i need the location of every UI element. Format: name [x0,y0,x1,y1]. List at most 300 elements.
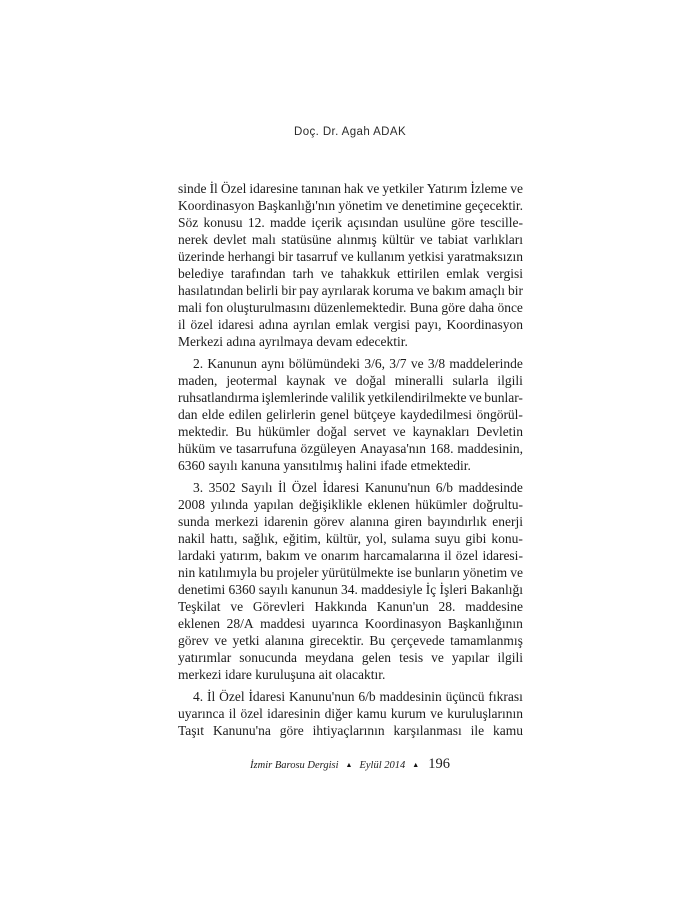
word: kültür [382,232,415,247]
word: doğal [355,373,386,388]
word: devlet [213,232,247,247]
word: uyarınca [311,616,359,631]
word: ayrılan [293,317,331,332]
word: yatırım, [219,548,263,563]
word: Özel [219,689,245,704]
word: kamu [492,723,523,738]
word: onarım [321,548,360,563]
word: İl [209,181,218,196]
footer-issue-date: Eylül 2014 [359,760,406,771]
word: denetimi [178,582,226,597]
word: emlak [446,266,480,281]
word: sağlık, [242,531,278,546]
word: gibi [465,531,487,546]
word: genel [320,407,350,422]
word: bunların [414,565,460,580]
word: kamu [356,706,387,721]
word: önce [497,300,523,315]
word: bu [259,565,274,580]
word: 168. [429,441,454,456]
word: Kanunu'nun [364,480,431,495]
paragraph [178,480,523,684]
word: tahakkuk [340,266,391,281]
word: oluşturulmasını [226,300,311,315]
text-line [178,497,523,514]
word: sayılı [258,582,288,597]
word: il [444,548,452,563]
word: yetkilendirilmekte [367,390,467,405]
word: malı [251,232,276,247]
word: tanınan [301,181,341,196]
word: 3. [193,480,204,495]
word: etmektedir. [410,458,471,473]
word: 28/A [226,616,254,631]
text-line [178,706,523,723]
word: Bu [235,424,252,439]
word: düzenlemektedir. [313,300,407,315]
word: İl [206,689,216,704]
word: idarenin [263,514,309,529]
word: 4. [193,689,204,704]
word: ve [410,356,424,371]
text-line [178,283,523,300]
word: varlıkları [473,232,523,247]
word: göre [441,300,466,315]
word: 28. [438,599,456,614]
word: maddelerinde [449,356,523,371]
word: 6360 [178,458,205,473]
word: ve [320,266,334,281]
word: Devletin [476,424,523,439]
word: nakil [178,531,205,546]
word: lardaki [178,548,216,563]
word: projeler [276,565,319,580]
word: ve [385,198,399,213]
word: ve [416,283,430,298]
word: denetimine [401,198,462,213]
word: özel [455,548,479,563]
word: tasarrufuna [235,441,297,456]
word: dan [178,407,198,422]
word: sulama [391,531,430,546]
word: eklenen [367,497,410,512]
text-line [178,616,523,633]
word: hak [344,181,364,196]
word: hükümler [415,497,468,512]
word: çerçevede [390,633,445,648]
text-line [178,514,523,531]
word: ve [510,565,523,580]
word: gelirlerin [266,407,316,422]
word: sayılı [208,458,238,473]
word: il [178,317,186,332]
word: ve [419,232,433,247]
word: hükümler [258,424,310,439]
word: mali [178,300,202,315]
word: yılında [210,497,249,512]
word: sonucunda [239,650,298,665]
text-line [178,215,523,232]
paragraph [178,689,523,740]
word: özgüleyen [300,441,356,456]
word: idaresine [249,181,299,196]
word: maddesine [465,599,523,614]
word: ve [430,706,444,721]
word: Koordinasyon [446,317,523,332]
word: elde [201,407,225,422]
word: kültür, [325,531,361,546]
word: 3502 [208,480,236,495]
text-line [178,356,523,373]
word: idaresi- [482,548,523,563]
text-line [178,633,523,650]
word: amaçlı [469,283,506,298]
text-line [178,373,523,390]
word: Yatırım [426,181,468,196]
word: maden, [178,373,218,388]
word: enerji [492,514,523,529]
word: özel [240,706,263,721]
word: bir [281,283,297,298]
word: üçüncü [445,689,485,704]
word: Kanunu'na [212,723,271,738]
text-line [178,458,523,475]
word: yol, [365,531,387,546]
text-line [178,441,523,458]
word: Başkanlığı'nın [257,198,336,213]
word: özel [190,317,213,332]
word: alanına [349,514,389,529]
text-line [178,300,523,317]
word: Buna [409,300,439,315]
footer-page-number: 196 [428,756,450,772]
word: 3/6, [364,356,385,371]
text-line [178,650,523,667]
word: mektedir. [178,424,229,439]
word: tarh [292,266,314,281]
word: yaratmaksızın [447,249,523,264]
triangle-separator-icon: ▲ [412,761,420,769]
word: yönetim [338,198,383,213]
word: konu- [491,531,523,546]
word: yatırımlar [178,650,232,665]
word: emlak [335,317,369,332]
text-line [178,531,523,548]
word: alınmış [336,232,377,247]
word: madde [270,215,307,230]
word: Başkanlığının [447,616,523,631]
triangle-separator-icon: ▲ [345,761,353,769]
text-line [178,198,523,215]
text-line [178,334,523,351]
word: ihtiyaçlarının [312,723,385,738]
word: maddesi [260,616,306,631]
word: ve [431,650,444,665]
text-line [178,548,523,565]
text-line [178,667,523,684]
word: Bu [369,633,386,648]
word: İşleri [439,582,468,597]
word: eklenen [178,616,220,631]
text-line [178,232,523,249]
text-line [178,181,523,198]
word: 12. [247,215,265,230]
word: ve [510,181,523,196]
word: kanunun [291,582,338,597]
word: yetkiler [382,181,424,196]
word: Özel [291,480,318,495]
word: il [228,706,237,721]
word: bakım [432,283,467,298]
word: pay [299,283,319,298]
word: geçecektir. [464,198,523,213]
word: Bakanlığı [470,582,523,597]
word: ve [392,424,406,439]
word: maddesinde [458,480,523,495]
word: yetki [232,633,260,648]
word: payı, [414,317,442,332]
word: nerek [178,232,208,247]
word: belediye [178,266,224,281]
word: ve [214,633,228,648]
text-line [178,407,523,424]
word: tamamlanmış [450,633,523,648]
word: eğitim, [283,531,321,546]
word: servet [353,424,386,439]
word: Taşıt [178,723,205,738]
word: yürütülmekte [321,565,394,580]
word: girecektir. [309,633,364,648]
word: İdaresi [248,689,286,704]
word: tescille- [480,215,523,230]
word: tabiat [438,232,469,247]
word: olacaktır. [335,667,386,682]
word: harcamalarına [363,548,440,563]
word: öngörül- [476,407,523,422]
word: ve [334,373,347,388]
text-line [178,480,523,497]
word: tarafından [230,266,286,281]
word: bir [278,249,294,264]
text-block [178,181,523,745]
word: vergisi [373,317,410,332]
word: 6/b [358,689,376,704]
word: daha [468,300,495,315]
word: katılımıyla [198,565,257,580]
word: maddesinin [379,689,442,704]
word: maddesinin, [457,441,523,456]
word: yapılar [451,650,490,665]
paragraph [178,181,523,351]
word: Koordinasyon [364,616,442,631]
text-line [178,723,523,740]
page-footer [0,755,700,773]
word: göre [279,723,304,738]
word: yönetim [462,565,508,580]
word: halini [346,458,377,473]
word: valilik [330,390,366,405]
word: kaynakları [412,424,470,439]
word: yapılan [253,497,294,512]
word: 2. [193,356,204,371]
word: ile [470,723,485,738]
word: kaydedilmesi [400,407,473,422]
word: kuruluşlarının [447,706,523,721]
word: ruhsatlandırma [178,390,259,405]
word: idare [224,667,252,682]
word: bir [507,283,523,298]
word: kuruluşuna [255,667,316,682]
word: Anayasa'nın [359,441,427,456]
paragraph [178,356,523,475]
word: koruma [372,283,414,298]
word: hüküm [178,441,216,456]
word: Kanunu'nun [289,689,355,704]
word: idaresi [217,317,254,332]
word: 3/8 [427,356,446,371]
word: fon [205,300,224,315]
word: Hakkında [314,599,367,614]
word: 2008 [178,497,205,512]
word: bayındırlık [427,514,487,529]
word: merkezi [214,514,259,529]
word: İç [425,582,437,597]
word: tasarruf [296,249,338,264]
word: sinde [178,181,207,196]
text-line [178,266,523,283]
word: fıkrası [488,689,523,704]
word: İl [278,480,287,495]
word: işlemlerinde [261,390,329,405]
word: ve [469,390,482,405]
word: mineralli [394,373,444,388]
word: devam [316,334,353,349]
word: edecektir. [355,334,408,349]
word: bölümündeki [288,356,361,371]
word: kaynak [286,373,326,388]
word: hasılatından [178,283,244,298]
word: ifade [380,458,408,473]
word: bütçeye [353,407,396,422]
word: ilgili [497,373,523,388]
word: vergisi [486,266,523,281]
word: nin [178,565,196,580]
word: tesis [399,650,424,665]
word: içerik [311,215,343,230]
word: suyu [434,531,461,546]
text-line [178,582,523,599]
word: meydana [305,650,354,665]
word: ve [366,181,380,196]
word: ilgili [497,650,523,665]
word: Söz [178,215,199,230]
word: ait [318,667,333,682]
word: 6360 [228,582,256,597]
word: 34. [340,582,358,597]
text-line [178,424,523,441]
word: İdaresi [322,480,360,495]
word: kurum [390,706,427,721]
word: Koordinasyon [178,198,255,213]
word: görev [313,514,345,529]
word: idaresinin [267,706,321,721]
footer-journal-title: İzmir Barosu Dergisi [250,760,339,771]
word: konusu [203,215,243,230]
word: 6/b [435,480,453,495]
text-line [178,390,523,407]
word: adına [258,317,289,332]
word: belirli [246,283,279,298]
word: Teşkilat [178,599,221,614]
word: gelen [361,650,392,665]
word: göre [450,215,475,230]
word: jeotermal [226,373,278,388]
word: Merkezi [178,334,223,349]
word: doğal [316,424,347,439]
word: edilen [228,407,262,422]
word: Kanunun [207,356,257,371]
text-line [178,565,523,582]
text-line [178,317,523,334]
text-line [178,599,523,616]
word: ayrılmaya [259,334,313,349]
word: ve [340,249,354,264]
word: yetkisi [408,249,445,264]
word: Sayılı [241,480,273,495]
word: üzerinde [178,249,225,264]
text-line [178,249,523,266]
word: kullanım [356,249,405,264]
running-header-author: Doç. Dr. Agah ADAK [293,126,407,138]
word: Özel [220,181,247,196]
word: İzleme [470,181,508,196]
word: aynı [261,356,285,371]
word: ayrılarak [321,283,370,298]
word: giren [394,514,423,529]
word: ise [396,565,412,580]
word: Kanun'un [376,599,429,614]
word: merkezi [178,667,222,682]
word: değişiklikle [299,497,363,512]
word: adına [226,334,256,349]
word: bunlar- [484,390,523,405]
word: ve [304,548,317,563]
word: sunda [178,514,210,529]
word: görev [178,633,209,648]
word: ve [219,441,233,456]
text-line [178,689,523,706]
word: karşılanması [393,723,462,738]
word: ettirilen [397,266,440,281]
word: açısından [347,215,399,230]
word: doğrultu- [472,497,523,512]
word: yansıtılmış [283,458,343,473]
word: statüsüne [281,232,332,247]
word: 3/7 [389,356,407,371]
word: bakım [266,548,300,563]
word: kanuna [241,458,281,473]
word: maddesiyle [361,582,423,597]
word: alanına [265,633,305,648]
word: uyarınca [178,706,225,721]
word: herhangi [227,249,275,264]
word: hattı, [210,531,238,546]
word: ve [230,599,244,614]
word: diğer [324,706,353,721]
word: usulüne [403,215,446,230]
word: Görevleri [252,599,305,614]
word: sularla [452,373,489,388]
